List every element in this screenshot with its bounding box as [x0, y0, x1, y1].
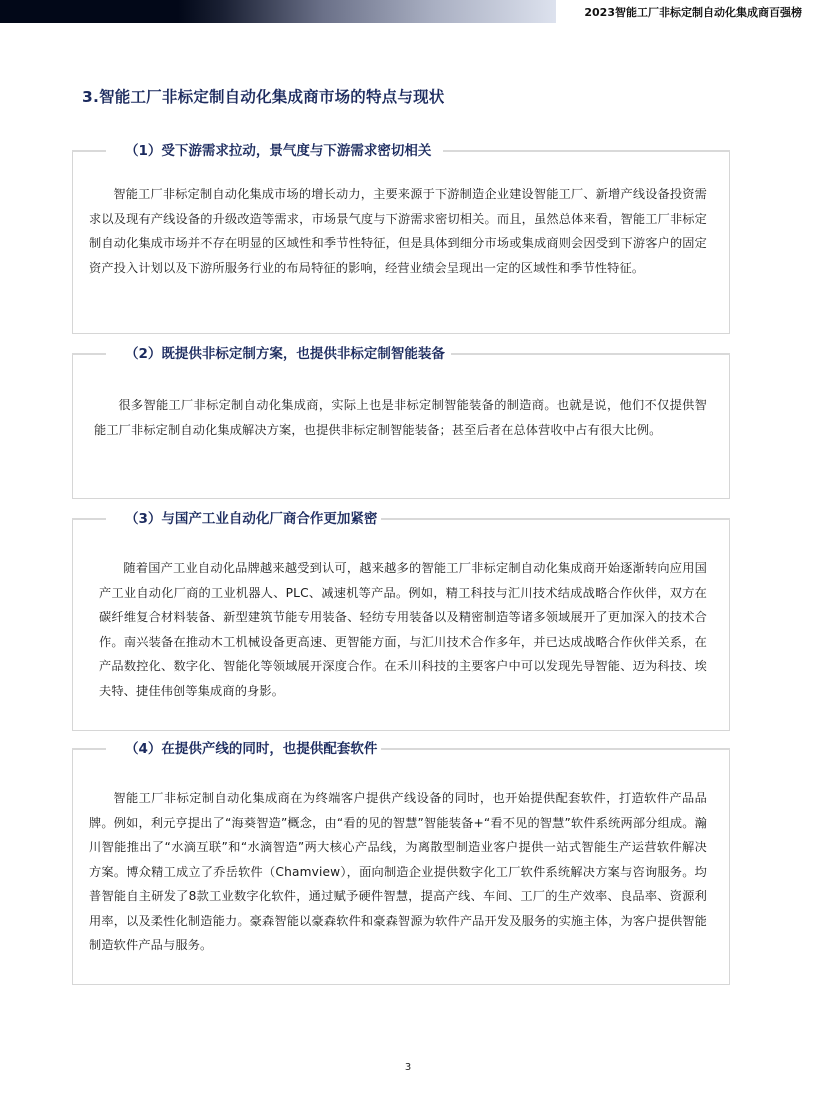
card-top-border-right — [451, 353, 730, 355]
card-top-border-right — [363, 518, 730, 520]
card-top-border-left — [72, 748, 106, 750]
card-heading: （3）与国产工业自动化厂商合作更加紧密 — [121, 507, 381, 527]
card-top-border-right — [443, 150, 730, 152]
card-body-text: 很多智能工厂非标定制自动化集成商，实际上也是非标定制智能装备的制造商。也就是说，他们不仅提供智能工厂非标定制自动化集成解决方案，也提供非标定制智能装备；甚至后者在总体营收中占有很大比例。 — [94, 398, 707, 437]
card-top-border-left — [72, 518, 106, 520]
card-heading: （4）在提供产线的同时，也提供配套软件 — [121, 737, 381, 757]
card-top-border-left — [72, 150, 106, 152]
page-number: 3 — [404, 1062, 412, 1073]
card-supporting-software — [72, 741, 730, 985]
header-report-title: 2023智能工厂非标定制自动化集成商百强榜 — [584, 6, 802, 19]
card-domestic-automation-cooperation — [72, 511, 730, 731]
card-top-border-right — [363, 748, 730, 750]
card-body-text: 智能工厂非标定制自动化集成商在为终端客户提供产线设备的同时，也开始提供配套软件，打造软件产品品牌。例如，利元亨提出了“海葵智造”概念，由“看的见的智慧”智能装备+“看不见的智慧”软件系统两部分组成。瀚川智能推出了“水滴互联”和“水滴智造”两大核心产品线，为离散型制造业客户提供一站式智能生产运营软件解决方案。博众精工成立了乔岳软件（Chamview），面向制造企业提供数字化工厂软件系统解决方案与咨询服务。均普智能自主研发了8款工业数字化软件，通过赋予硬件智慧，提高产线、车间、工厂的生产效率、良品率、资源利用率，以及柔性化制造能力。豪森智能以豪森软件和豪森智源为软件产品开发及服务的实施主体，为客户提供智能制造软件产品与服务。 — [89, 791, 707, 952]
section-title: 3.智能工厂非标定制自动化集成商市场的特点与现状 — [82, 88, 445, 106]
card-heading: （1）受下游需求拉动，景气度与下游需求密切相关 — [121, 139, 435, 159]
card-body-text: 随着国产工业自动化品牌越来越受到认可，越来越多的智能工厂非标定制自动化集成商开始逐渐转向应用国产工业自动化厂商的工业机器人、PLC、减速机等产品。例如，精工科技与汇川技术结成战略合作伙伴，双方在碳纤维复合材料装备、新型建筑节能专用装备、轻纺专用装备以及精密制造等诸多领域展开了更加深入的技术合作。南兴装备在推动木工机械设备更高速、更智能方面，与汇川技术合作多年，并已达成战略合作伙伴关系，在产品数控化、数字化、智能化等领域展开深度合作。在禾川科技的主要客户中可以发现先导智能、迈为科技、埃夫特、捷佳伟创等集成商的身影。 — [99, 561, 707, 698]
card-solutions-and-equipment — [72, 346, 730, 499]
header-gradient-bar — [0, 0, 556, 23]
card-top-border-left — [72, 353, 106, 355]
card-heading: （2）既提供非标定制方案，也提供非标定制智能装备 — [121, 342, 449, 362]
card-demand-driven — [72, 143, 730, 334]
card-body-text: 智能工厂非标定制自动化集成市场的增长动力，主要来源于下游制造企业建设智能工厂、新增产线设备投资需求以及现有产线设备的升级改造等需求，市场景气度与下游需求密切相关。而且，虽然总体来看，智能工厂非标定制自动化集成市场并不存在明显的区域性和季节性特征，但是具体到细分市场或集成商则会因受到下游客户的固定资产投入计划以及下游所服务行业的布局特征的影响，经营业绩会呈现出一定的区域性和季节性特征。 — [89, 187, 707, 275]
